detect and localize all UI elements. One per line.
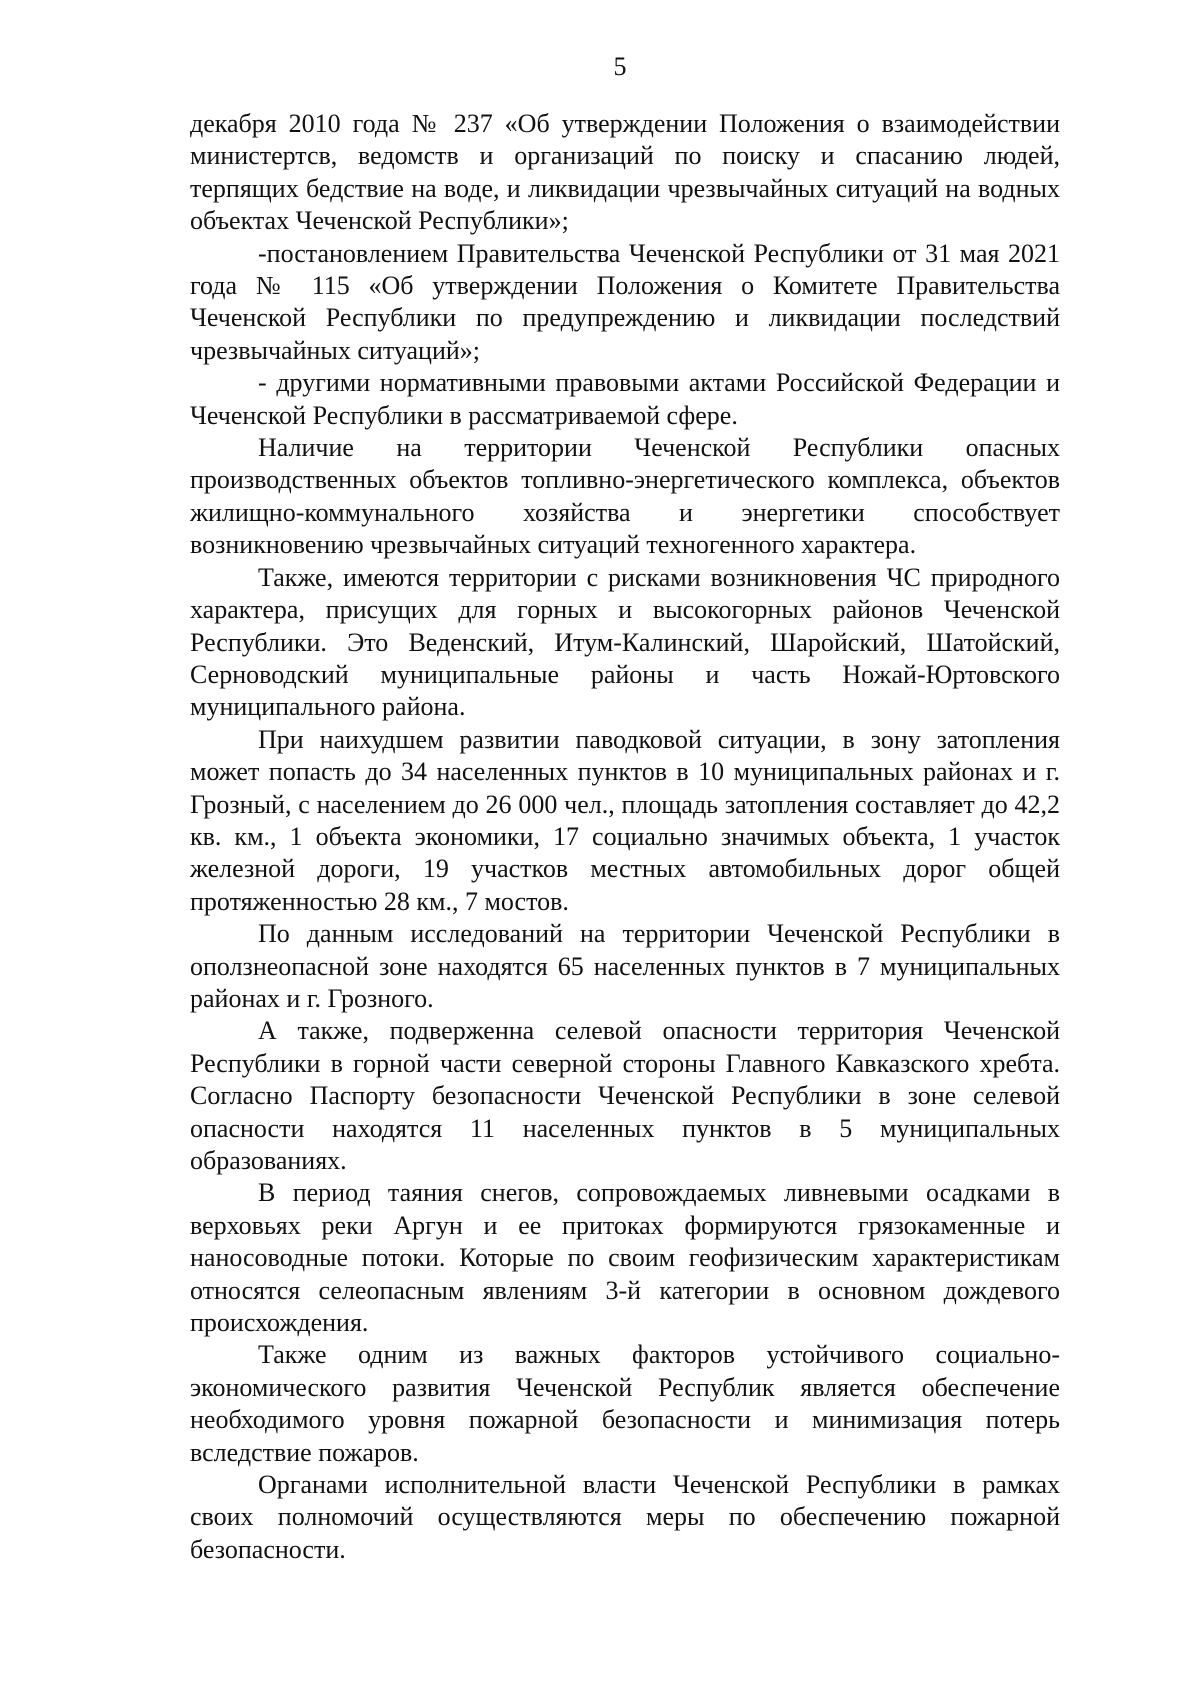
paragraph-other-acts: - другими нормативными правовыми актами Российской Федерации и Чеченской Республики в рассматриваемой сфере.	[190, 368, 1060, 430]
paragraph-fire-safety: Также одним из важных факторов устойчивого социально-экономического развития Чеченской Республик является обеспечение необходимого уровня пожарной безопасности и минимизация потерь вследствие пожаров.	[190, 1340, 1060, 1467]
document-body	[190, 108, 1060, 1566]
paragraph-resolution-115: -постановлением Правительства Чеченской Республики от 31 мая 2021 года № 115 «Об утверждении Положения о Комитете Правительства Чеченской Республики по предупреждению и ликвидации последствий чрезвычайных ситуаций»;	[190, 238, 1060, 365]
paragraph-decree-continuation: декабря 2010 года № 237 «Об утверждении Положения о взаимодействии министертсв, ведомств и организаций по поиску и спасанию людей, терпящих бедствие на воде, и ликвидации чрезвычайных ситуаций на водных объектах Чеченской Республики»;	[190, 109, 1060, 236]
paragraph-snowmelt-flows: В период таяния снегов, сопровождаемых ливневыми осадками в верховьях реки Аргун и ее притоках формируются грязокаменные и наносоводные потоки. Которые по своим геофизическим характеристикам относятся селеопасным явлениям 3-й категории в основном дождевого происхождения.	[190, 1178, 1060, 1338]
paragraph-flood-scenario: При наихудшем развитии паводковой ситуации, в зону затопления может попасть до 34 населенных пунктов в 10 муниципальных районах и г. Грозный, с населением до 26 000 чел., площадь затопления составляет до 42,2 кв. км., 1 объекта экономики, 17 социально значимых объекта, 1 участок железной дороги, 19 участков местных автомобильных дорог общей протяженностью 28 км., 7 мостов.	[190, 724, 1060, 916]
paragraph-hazardous-facilities: Наличие на территории Чеченской Республики опасных производственных объектов топливно-энергетического комплекса, объектов жилищно-коммунального хозяйства и энергетики способствует возникновению чрезвычайных ситуаций техногенного характера.	[190, 433, 1060, 560]
paragraph-executive-measures: Органами исполнительной власти Чеченской Республики в рамках своих полномочий осуществляются меры по обеспечению пожарной безопасности.	[190, 1470, 1060, 1564]
paragraph-mudflow-danger: А также, подверженна селевой опасности территория Чеченской Республики в горной части северной стороны Главного Кавказского хребта. Согласно Паспорту безопасности Чеченской Республики в зоне селевой опасности находятся 11 населенных пунктов в 5 муниципальных образованиях.	[190, 1016, 1060, 1175]
page-number: 5	[613, 52, 627, 81]
paragraph-landslide-zone: По данным исследований на территории Чеченской Республики в оползнеопасной зоне находятся 65 населенных пунктов в 7 муниципальных районах и г. Грозного.	[190, 919, 1060, 1013]
paragraph-natural-risks: Также, имеются территории с рисками возникновения ЧС природного характера, присущих для горных и высокогорных районов Чеченской Республики. Это Веденский, Итум-Калинский, Шаройский, Шатойский, Серноводский муниципальные районы и часть Ножай-Юртовского муниципального района.	[190, 562, 1060, 722]
